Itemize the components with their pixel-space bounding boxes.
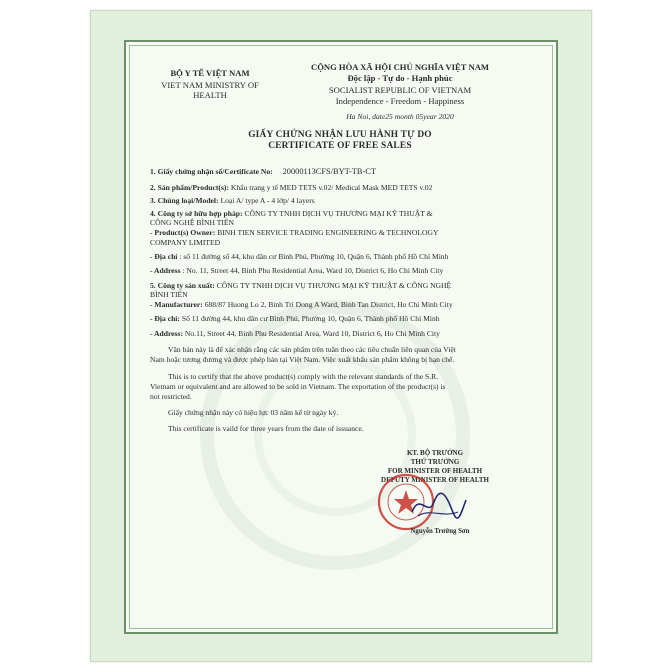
statement-en-line3: not restricted. — [150, 392, 192, 401]
cert-no-row — [150, 167, 376, 177]
cert-no-label: 1. Giấy chứng nhận số/Certificate No: — [150, 167, 273, 176]
maker-row-en — [150, 300, 453, 310]
address2-label-vi: - Địa chỉ: — [150, 314, 180, 323]
republic-name-en: SOCIALIST REPUBLIC OF VIETNAM — [328, 85, 472, 95]
address1-label-en: - Address — [150, 266, 181, 275]
ministry-name-en-line2: HEALTH — [193, 90, 227, 100]
signer-name: Nguyễn Trường Sơn — [410, 528, 470, 535]
maker-row-vi — [150, 281, 451, 291]
type-value: Loại A/ type A - 4 lớp/ 4 layers — [220, 196, 315, 205]
statement-en-line1: This is to certify that the above product(s) comply with the relevant standards of the S.R. — [168, 372, 439, 381]
product-row — [150, 183, 432, 193]
owner-label-en: - Product(s) Owner: — [150, 228, 216, 237]
signature-line2: THỨ TRƯỞNG — [410, 458, 460, 466]
address1-label-vi: - Địa chỉ — [150, 252, 178, 261]
owner-label-vi: 4. Công ty sở hữu hợp pháp: — [150, 209, 243, 218]
certificate-title-vi: GIẤY CHỨNG NHẬN LƯU HÀNH TỰ DO — [248, 130, 432, 140]
address1-row-en — [150, 266, 443, 276]
owner-value-vi-line2: CÔNG NGHỆ BÌNH TIẾN — [150, 218, 235, 227]
owner-value-en-line1: BINH TIEN SERVICE TRADING ENGINEERING & TECHNOLOGY — [217, 228, 439, 237]
statement-vi-line2: Nam hoặc tương đương và được phép bán tại Việt Nam. Việc xuất khẩu sản phẩm không bị hạn chế. — [150, 355, 455, 364]
republic-motto-en: Independence - Freedom - Happiness — [335, 96, 465, 106]
type-row — [150, 196, 315, 206]
signature-line3: FOR MINISTER OF HEALTH — [387, 467, 483, 475]
maker-value-en: 688/87 Huong Lo 2, Binh Tri Dong A Ward, Binh Tan District, Ho Chi Minh City — [204, 300, 453, 309]
maker-value-vi-line1: CÔNG TY TNHH DỊCH VỤ THƯƠNG MẠI KỸ THUẬT & CÔNG NGHỆ — [216, 281, 452, 290]
signature-line4: DEPUTY MINISTER OF HEALTH — [381, 476, 489, 484]
product-label: 2. Sản phẩm/Product(s): — [150, 183, 229, 192]
address2-row-en — [150, 329, 440, 339]
maker-value-vi-line2: BÌNH TIẾN — [150, 290, 188, 299]
validity-vi: Giấy chứng nhận này có hiệu lực 03 năm kể từ ngày ký. — [168, 408, 339, 417]
signature-line1: KT. BỘ TRƯỞNG — [406, 449, 464, 457]
address2-value-vi: Số 11 đường 44, khu dân cư Bình Phú, Phường 10, Quận 6, Thành phố Hồ Chí Minh — [181, 314, 440, 323]
signature-scribble — [408, 488, 468, 522]
republic-name-vi: CỘNG HÒA XÃ HỘI CHỦ NGHĨA VIỆT NAM — [310, 62, 490, 72]
address1-value-en: : No. 11, Street 44, Binh Phu Residential Area, Ward 10, District 6, Ho Chi Minh City — [182, 266, 444, 275]
maker-label-en: - Manufacturer: — [150, 300, 203, 309]
maker-label-vi: 5. Công ty sản xuất: — [150, 281, 215, 290]
type-label: 3. Chủng loại/Model: — [150, 196, 219, 205]
issue-date: Ha Noi, date25 month 05year 2020 — [346, 112, 454, 121]
statement-vi-line1: Văn bản này là để xác nhận rằng các sản phẩm trên tuân theo các tiêu chuẩn liên quan của Việt — [168, 345, 456, 354]
statement-en-line2: Vietnam or equivalent and are allowed to be sold in Vietnam. The exportation of the product(s) is — [150, 382, 446, 391]
validity-en: This certificate is vaild for three years from the date of issuance. — [168, 424, 364, 433]
address2-row-vi — [150, 314, 440, 324]
owner-value-en-line2: COMPANY LIMITED — [150, 238, 221, 247]
address1-value-vi: : số 11 đường số 44, khu dân cư Bình Phú, Phường 10, Quận 6, Thành phố Hồ Chí Minh — [179, 252, 449, 261]
cert-no-value: 20000113CFS/BYT-TB-CT — [282, 167, 376, 176]
certificate-title-en: CERTIFICATE OF FREE SALES — [268, 141, 412, 151]
address2-label-en: - Address: — [150, 329, 183, 338]
address1-row-vi — [150, 252, 448, 262]
owner-value-vi-line1: CÔNG TY TNHH DỊCH VỤ THƯƠNG MẠI KỸ THUẬT & — [244, 209, 433, 218]
ministry-name-vi: BỘ Y TẾ VIỆT NAM — [170, 68, 250, 78]
ministry-name-en-line1: VIET NAM MINISTRY OF — [161, 80, 259, 90]
address2-value-en: No.11, Street 44, Binh Phu Residential Area, Ward 10, District 6, Ho Chi Minh City — [184, 329, 440, 338]
owner-row-en — [150, 228, 438, 238]
republic-motto-vi: Độc lập - Tự do - Hạnh phúc — [347, 73, 453, 83]
product-value: Khẩu trang y tế MED TETS v.02/ Medical Mask MED TETS v.02 — [230, 183, 433, 192]
